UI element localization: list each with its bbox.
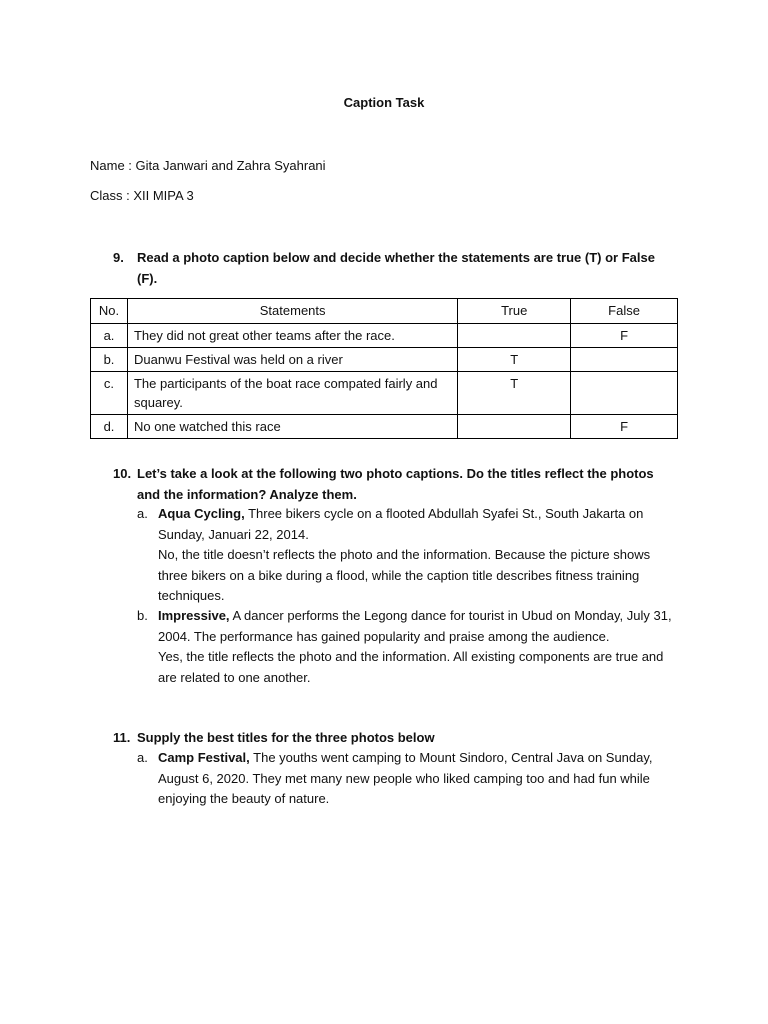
name-line: Name : Gita Janwari and Zahra Syahrani [90,158,326,173]
caption-title: Aqua Cycling, [158,506,245,521]
table-row [91,415,678,439]
caption-text: The youths went camping to Mount Sindoro, Central Java on Sunday, August 6, 2020. They met many new people who liked camping too and had fun while enjoying the beauty of nature. [158,750,653,806]
row-false [571,372,678,415]
item-letter: b. [137,608,148,623]
table-row [91,348,678,372]
header-statements: Statements [127,299,457,324]
row-no: c. [91,372,128,415]
question-9-text: Read a photo caption below and decide whether the statements are true (T) or False (F). [137,250,655,286]
row-statement: The participants of the boat race compated fairly and squarey. [127,372,457,415]
class-line: Class : XII MIPA 3 [90,188,194,203]
question-11-heading [113,727,673,748]
document-title: Caption Task [343,95,425,110]
statements-table [90,298,678,439]
row-statement: No one watched this race [127,415,457,439]
row-true: T [458,348,571,372]
question-10-heading [113,463,673,505]
row-no: d. [91,415,128,439]
caption-title: Impressive, [158,608,230,623]
row-true: T [458,372,571,415]
question-11-text: Supply the best titles for the three photos below [137,730,435,745]
question-9-number: 9. [113,250,124,265]
question-11-number: 11. [113,730,131,745]
item-letter: a. [137,506,148,521]
caption-answer: No, the title doesn’t reflects the photo and the information. Because the picture shows three bikers on a bike during a flood, while the caption title describes fitness training techniques. [158,547,651,603]
question-10-text: Let’s take a look at the following two photo captions. Do the titles reflect the photos and the information? Analyze them. [137,466,654,502]
row-false: F [571,324,678,348]
table-header-row [91,299,678,324]
header-true: True [458,299,571,324]
row-statement: Duanwu Festival was held on a river [127,348,457,372]
caption-title: Camp Festival, [158,750,250,765]
caption-answer: Yes, the title reflects the photo and the information. All existing components are true and are related to one another. [158,649,664,685]
item-letter: a. [137,750,148,765]
table-row [91,372,678,415]
question-10-item-a [137,504,677,607]
question-11-item-a [137,748,677,810]
row-no: a. [91,324,128,348]
caption-text: A dancer performs the Legong dance for tourist in Ubud on Monday, July 31, 2004. The performance has gained popularity and praise among the audience. [158,608,672,644]
question-10-item-b [137,606,677,688]
row-false: F [571,415,678,439]
row-no: b. [91,348,128,372]
header-no: No. [91,299,128,324]
row-false [571,348,678,372]
row-true [458,415,571,439]
row-true [458,324,571,348]
caption-text: Three bikers cycle on a flooted Abdullah Syafei St., South Jakarta on Sunday, Januari 22, 2014. [158,506,644,542]
question-9-heading [113,247,673,289]
header-false: False [571,299,678,324]
table-row [91,324,678,348]
question-10-number: 10. [113,466,132,481]
row-statement: They did not great other teams after the race. [127,324,457,348]
